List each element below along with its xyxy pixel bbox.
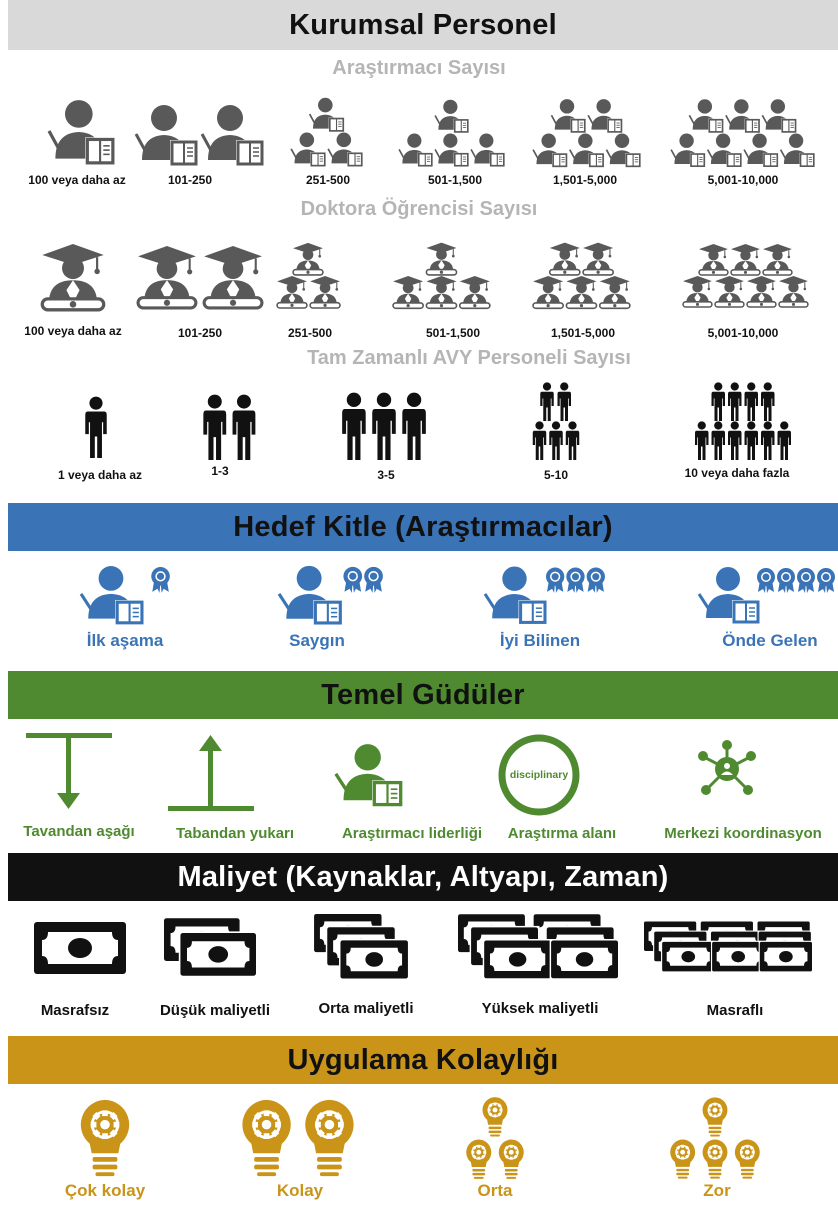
drivers-title: Temel Güdüler [321,678,525,711]
phd-tier-label: 5,001-10,000 [707,326,779,340]
phd-tier-label: 1,501-5,000 [550,326,616,340]
phd-tier-label: 501-1,500 [425,326,481,340]
money-icon-level-1 [34,922,126,974]
ease-level-label: Orta [477,1181,513,1200]
audience-level-label: Saygın [289,631,345,650]
money-icon-level-4 [458,914,618,980]
avy-tier-label: 1 veya daha az [57,468,143,482]
audience-banner [8,503,838,551]
cost-level-label: Masraflı [706,1002,764,1019]
person-icon-tier-2 [192,394,268,460]
bulb-icon-level-2 [236,1098,360,1178]
money-icon-level-3 [314,914,408,980]
researcher-icon-tier-3 [290,97,364,167]
researcher-level-2-icon [278,563,386,631]
researcher-icon-tier-2 [132,104,268,166]
researcher-icon-tier-1 [42,99,122,165]
bulb-icon-level-1 [76,1098,134,1178]
phd-heading: Doktora Öğrencisi Sayısı [300,198,538,220]
money-icon-level-5 [644,914,812,980]
researcher-level-4-icon [698,563,838,631]
ease-title: Uygulama Kolaylığı [287,1043,559,1076]
graduate-icon-tier-2 [136,244,264,312]
researchers-tier-label: 501-1,500 [427,173,483,187]
driver-label: Tavandan aşağı [23,823,135,840]
researcher-lead-icon [334,743,408,809]
phd-tier-label: 101-250 [177,326,223,340]
researchers-tier-label: 251-500 [305,173,351,187]
driver-label: Tabandan yukarı [175,825,295,842]
phd-tier-label: 251-500 [287,326,333,340]
avy-tier-label: 10 veya daha fazla [684,466,790,480]
cost-banner [8,853,838,901]
avy-tier-label: 5-10 [543,468,569,482]
avy-heading: Tam Zamanlı AVY Personeli Sayısı [307,347,631,369]
researcher-icon-tier-6 [670,98,816,168]
driver-label: Araştırma alanı [507,825,617,842]
researchers-tier-label: 1,501-5,000 [552,173,618,187]
staff-banner [8,0,838,50]
graduate-icon-tier-6 [682,240,810,312]
disciplinary-text: disciplinary [509,769,569,781]
graduate-icon-tier-3 [276,240,340,312]
researcher-icon-tier-4 [398,98,506,168]
researcher-icon-tier-5 [532,98,642,168]
person-icon-tier-5 [686,382,800,460]
graduate-icon-tier-5 [532,240,632,312]
driver-label: Araştırmacı liderliği [341,825,483,842]
driver-label: Merkezi koordinasyon [664,825,822,842]
person-icon-tier-3 [328,392,440,460]
ease-level-label: Zor [703,1181,731,1200]
avy-tier-label: 3-5 [377,468,395,482]
cost-level-label: Yüksek maliyetli [481,1000,599,1017]
researchers-tier-label: 100 veya daha az [28,173,126,187]
graduate-icon-tier-1 [40,244,106,312]
network-hub-icon [695,740,759,798]
drivers-banner [8,671,838,719]
ease-level-label: Çok kolay [64,1181,146,1200]
avy-tier-label: 1-3 [211,464,229,478]
staff-title: Kurumsal Personel [289,8,557,41]
cost-level-label: Orta maliyetli [318,1000,414,1017]
bulb-icon-level-3 [464,1096,526,1180]
audience-level-label: İyi Bilinen [499,631,581,650]
cost-level-label: Masrafsız [40,1002,110,1019]
graduate-icon-tier-4 [392,240,492,312]
audience-level-label: İlk aşama [86,631,164,650]
person-icon-tier-1 [80,396,112,458]
cost-title: Maliyet (Kaynaklar, Altyapı, Zaman) [177,860,669,893]
person-icon-tier-4 [527,382,585,460]
bottom-up-arrow-icon [168,733,254,811]
ease-level-label: Kolay [276,1181,324,1200]
audience-title: Hedef Kitle (Araştırmacılar) [233,510,613,543]
top-down-arrow-icon [26,733,112,811]
researchers-tier-label: 5,001-10,000 [707,173,779,187]
money-icon-level-2 [164,918,256,976]
researcher-level-3-icon [484,563,608,631]
researchers-heading: Araştırmacı Sayısı [332,57,506,79]
bulb-icon-level-4 [668,1096,762,1180]
ease-banner [8,1036,838,1084]
phd-tier-label: 100 veya daha az [24,324,122,338]
researcher-level-1-icon [80,563,175,631]
cost-level-label: Düşük maliyetli [159,1002,271,1019]
researchers-tier-label: 101-250 [167,173,213,187]
audience-level-label: Önde Gelen [722,631,818,650]
